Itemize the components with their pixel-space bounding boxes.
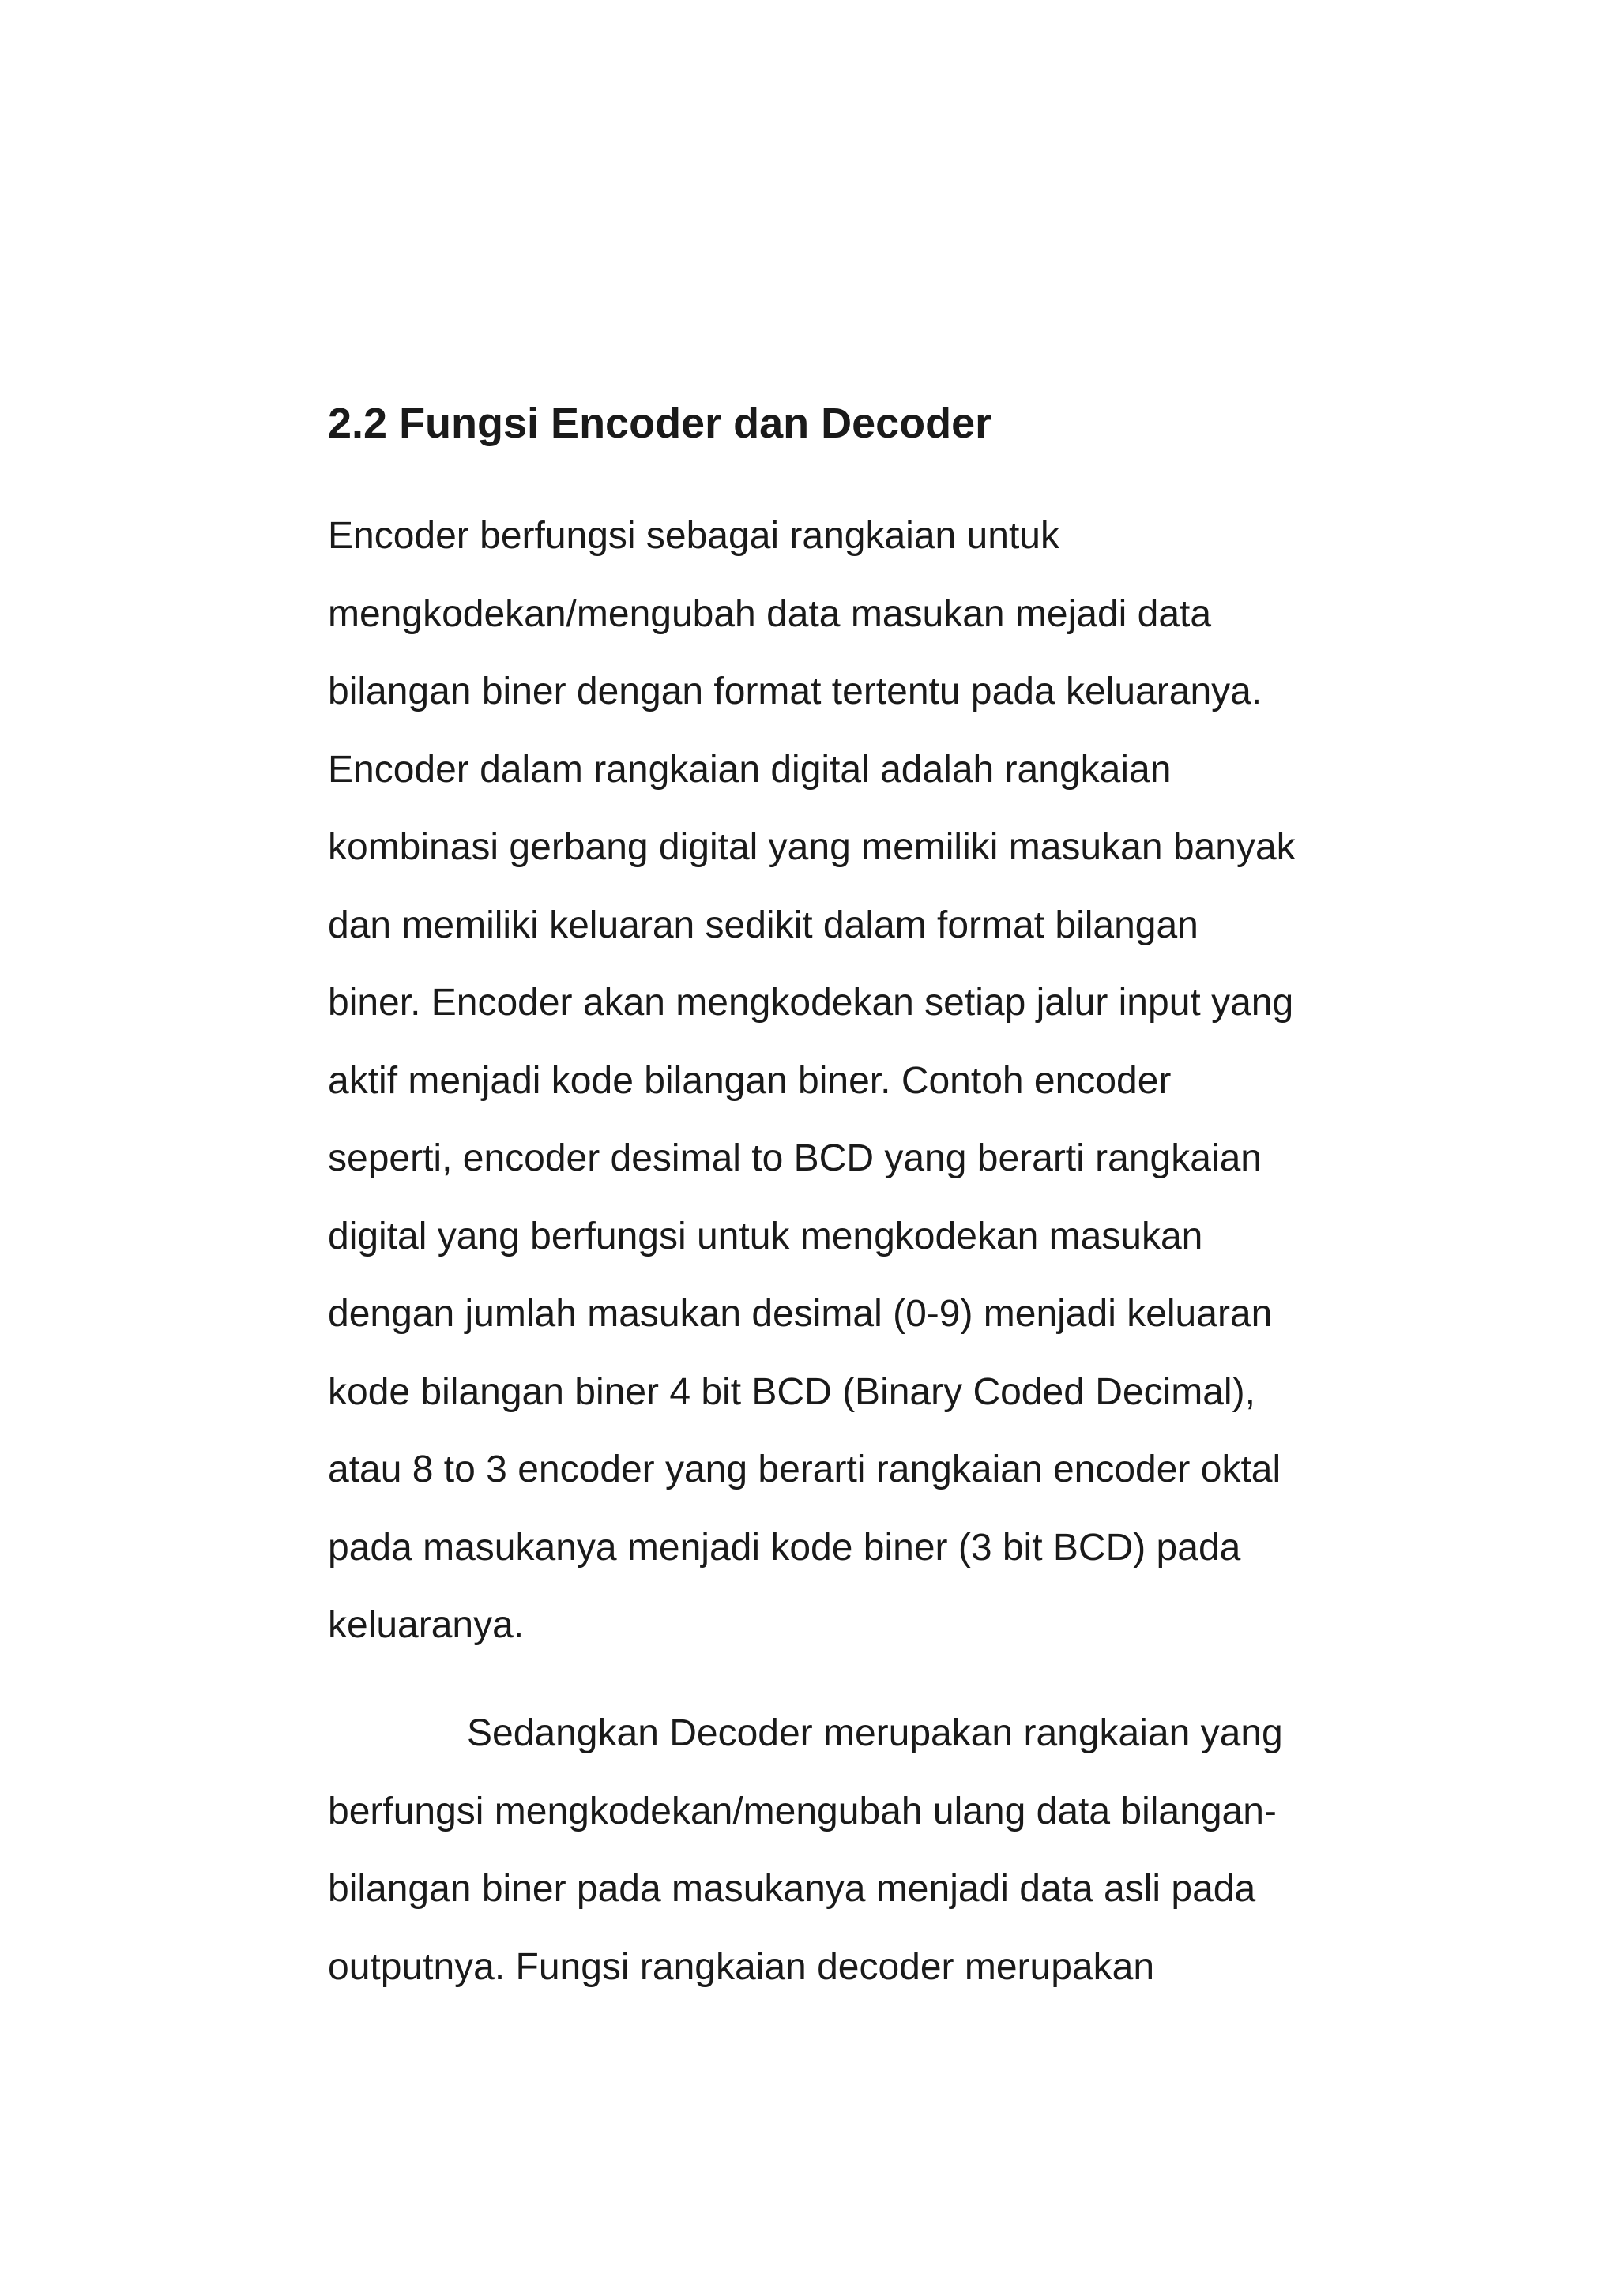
paragraph-encoder	[328, 498, 1296, 1665]
paragraph-line: berfungsi mengkodekan/mengubah ulang data bilangan-	[328, 1790, 1277, 1832]
paragraph-line: kombinasi gerbang digital yang memiliki masukan banyak	[328, 826, 1296, 868]
paragraph-line: mengkodekan/mengubah data masukan mejadi data	[328, 592, 1212, 635]
paragraph-line: outputnya. Fungsi rangkaian decoder merupakan	[328, 1945, 1155, 1988]
paragraph-line: bilangan biner dengan format tertentu pada keluaranya.	[328, 671, 1262, 712]
paragraph-line: Encoder berfungsi sebagai rangkaian untuk	[328, 515, 1059, 557]
paragraph-line: seperti, encoder desimal to BCD yang berarti rangkaian	[328, 1137, 1262, 1179]
section-heading: 2.2 Fungsi Encoder dan Decoder	[328, 400, 992, 447]
paragraph-line: bilangan biner pada masukanya menjadi data asli pada	[328, 1868, 1256, 1910]
paragraph-decoder	[328, 1695, 1283, 2006]
paragraph-line: keluaranya.	[328, 1604, 525, 1646]
paragraph-line: atau 8 to 3 encoder yang berarti rangkaian encoder oktal	[328, 1449, 1281, 1490]
paragraph-line: biner. Encoder akan mengkodekan setiap jalur input yang	[328, 982, 1294, 1024]
paragraph-line: dan memiliki keluaran sedikit dalam format bilangan	[328, 904, 1198, 946]
paragraph-line: aktif menjadi kode bilangan biner. Contoh encoder	[328, 1059, 1172, 1102]
paragraph-line: pada masukanya menjadi kode biner (3 bit BCD) pada	[328, 1526, 1241, 1569]
paragraph-line: Sedangkan Decoder merupakan rangkaian yang	[467, 1712, 1283, 1754]
paragraph-line: Encoder dalam rangkaian digital adalah rangkaian	[328, 748, 1172, 791]
paragraph-line: dengan jumlah masukan desimal (0-9) menjadi keluaran	[328, 1293, 1273, 1335]
paragraph-line: kode bilangan biner 4 bit BCD (Binary Coded Decimal),	[328, 1370, 1255, 1413]
paragraph-line: digital yang berfungsi untuk mengkodekan masukan	[328, 1215, 1203, 1257]
